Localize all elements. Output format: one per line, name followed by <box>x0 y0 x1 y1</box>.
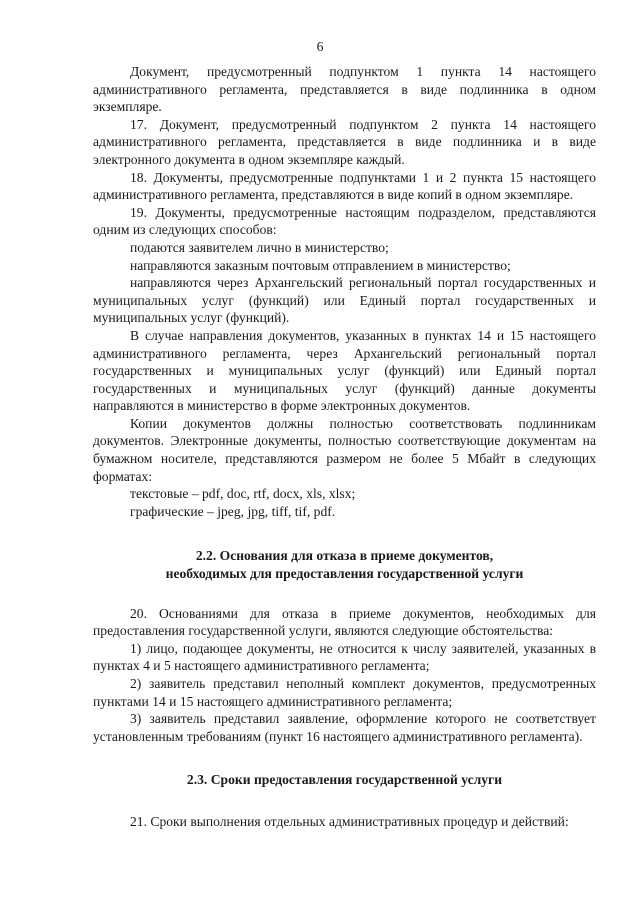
list-item: направляются заказным почтовым отправлением в министерство; <box>130 257 511 273</box>
document-body <box>93 63 596 831</box>
list-item: направляются через Архангельский региональный портал государственных и муниципальных услуг (функций) или Единый портал государственных и муниципальных услуг (функций). <box>93 275 596 326</box>
list-item: текстовые – pdf, doc, rtf, docx, xls, xlsx; <box>130 486 356 502</box>
section-heading-2-2-line1: 2.2. Основания для отказа в приеме документов, <box>195 548 494 564</box>
paragraph: Копии документов должны полностью соответствовать подлинникам документов. Электронные документы, полностью соответствующие документам на бумажном носителе, представляются размером не более 5 Мбайт в следующих форматах: <box>93 415 596 484</box>
paragraph-18: 18. Документы, предусмотренные подпунктами 1 и 2 пункта 15 настоящего административного регламента, представляются в виде копий в одном экземпляре. <box>93 169 596 203</box>
list-item: 3) заявитель представил заявление, оформление которого не соответствует установленным требованиям (пункт 16 настоящего административного регламента). <box>93 711 596 744</box>
paragraph-21: 21. Сроки выполнения отдельных административных процедур и действий: <box>130 813 569 829</box>
list-item: 2) заявитель представил неполный комплект документов, предусмотренных пунктами 14 и 15 настоящего административного регламента; <box>93 676 596 709</box>
paragraph: Документ, предусмотренный подпунктом 1 пункта 14 настоящего административного регламента, представляется в виде подлинника в одном экземпляре. <box>93 64 596 115</box>
paragraph: В случае направления документов, указанных в пунктах 14 и 15 настоящего административного регламента, через Архангельский региональный портал государственных и муниципальных услуг (функций) или Единый портал государственных и муниципальных услуг (функций) данные документы направляются в министерство в форме электронных документов. <box>93 327 596 414</box>
list-item: 1) лицо, подающее документы, не относится к числу заявителей, указанных в пунктах 4 и 5 настоящего административного регламента; <box>93 640 596 674</box>
list-item: графические – jpeg, jpg, tiff, tif, pdf. <box>130 503 336 519</box>
list-item: подаются заявителем лично в министерство; <box>130 239 389 255</box>
paragraph-17: 17. Документ, предусмотренный подпунктом 2 пункта 14 настоящего административного регламента, представляется в виде подлинника и в виде электронного документа в одном экземпляре каждый. <box>93 116 596 167</box>
page-number: 6 <box>316 39 324 54</box>
section-heading-2-3: 2.3. Сроки предоставления государственной услуги <box>186 772 503 788</box>
paragraph-20: 20. Основаниями для отказа в приеме документов, необходимых для предоставления государственной услуги, являются следующие обстоятельства: <box>93 605 596 639</box>
paragraph-19: 19. Документы, предусмотренные настоящим подразделом, представляются одним из следующих способов: <box>93 204 596 238</box>
section-heading-2-2-line2: необходимых для предоставления государственной услуги <box>165 566 524 582</box>
